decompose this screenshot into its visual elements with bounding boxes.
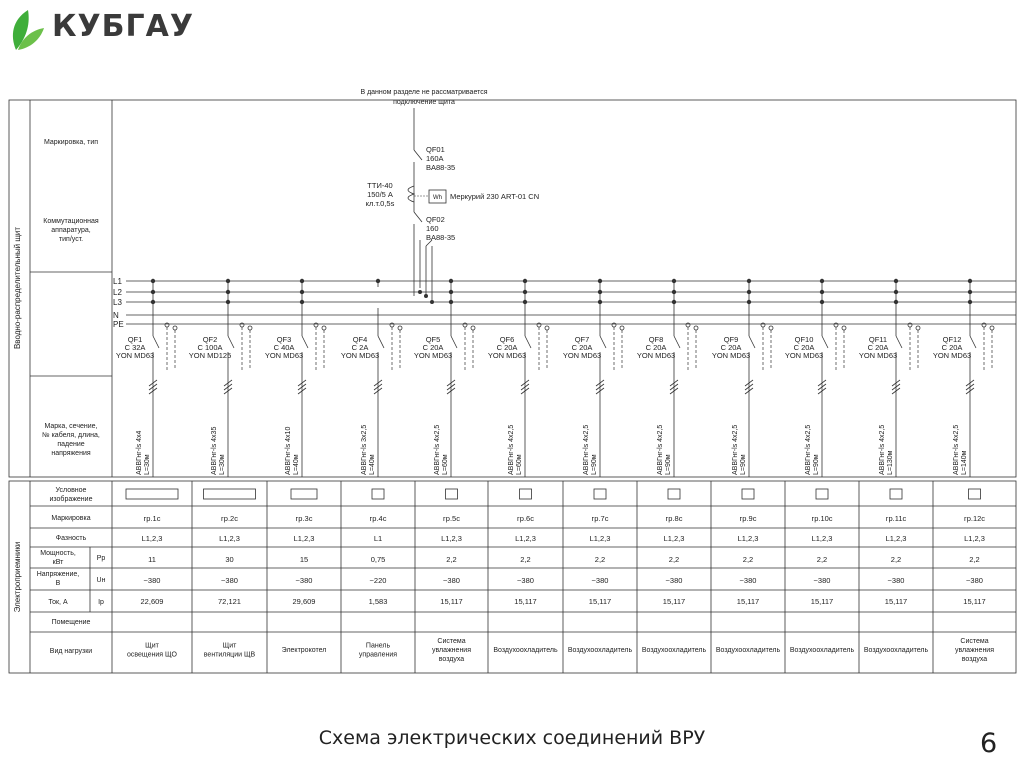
- group-4-mark: гр.4с: [369, 514, 387, 523]
- group-3-symbol: [291, 489, 317, 499]
- row-label-room: Помещение: [51, 619, 91, 626]
- group-4-breaker-contact: [378, 336, 384, 348]
- group-2-mark: гр.2с: [221, 514, 238, 523]
- group-10-power: 2,2: [816, 555, 828, 564]
- group-3-mark: гр.3с: [295, 514, 313, 523]
- row-label-cable: падение: [57, 441, 85, 448]
- group-10-symbol: [816, 489, 828, 499]
- group-9-power: 2,2: [742, 555, 754, 564]
- bus-label-pe: PE: [113, 320, 124, 329]
- group-7-voltage: ~380: [591, 576, 609, 585]
- row-label-current-symbol: Ip: [98, 599, 104, 606]
- group-10-cable-label: АВВГнг-ls 4х2,5: [805, 424, 812, 475]
- group-11-mark: гр.11с: [885, 514, 907, 523]
- group-2-cable-label: АВВГнг-ls 4х35: [211, 426, 218, 475]
- current-transformer-label: кл.т.0,5s: [365, 199, 395, 208]
- group-4-current: 1,583: [368, 597, 388, 606]
- row-label-marking-type: Маркировка, тип: [43, 139, 99, 146]
- group-11-breaker-contact: [896, 336, 902, 348]
- group-2-phase: L1,2,3: [219, 534, 240, 543]
- group-5-phase: L1,2,3: [441, 534, 462, 543]
- group-6-breaker-label: C 20A: [496, 343, 518, 352]
- group-12-cable-length: L=140м: [961, 450, 968, 475]
- group-6-current: 15,117: [514, 597, 537, 606]
- group-12-voltage: ~380: [966, 576, 983, 585]
- junction-dot: [418, 290, 422, 294]
- group-11-breaker-label: QF11: [868, 335, 888, 344]
- junction-dot: [424, 294, 428, 298]
- group-6-breaker-label: YON MD63: [487, 351, 527, 360]
- group-8-voltage: ~380: [665, 576, 683, 585]
- group-11-phase: L1,2,3: [885, 534, 907, 543]
- current-transformer-icon: [408, 186, 414, 202]
- group-9-breaker-label: YON MD63: [711, 351, 751, 360]
- group-7-power: 2,2: [594, 555, 606, 564]
- group-10-phase: L1,2,3: [811, 534, 833, 543]
- group-4-breaker-label: YON MD63: [340, 351, 380, 360]
- group-4-pe-dot: [398, 326, 402, 330]
- breaker-qf02-label: QF02: [426, 215, 445, 224]
- group-7-load-type: Воздухоохладитель: [567, 647, 633, 654]
- group-3-cable-label: АВВГнг-ls 4х10: [285, 426, 292, 475]
- logo-text: КУБГАУ: [52, 9, 194, 44]
- group-7-phase: L1,2,3: [589, 534, 611, 543]
- group-2-symbol: [204, 489, 256, 499]
- group-7-breaker-contact: [600, 336, 606, 348]
- group-6-load-type: Воздухоохладитель: [493, 647, 558, 654]
- row-label-current: Ток, А: [48, 599, 68, 606]
- group-11-pe-dot: [916, 326, 920, 330]
- group-3-load-type: Электрокотел: [281, 647, 327, 654]
- group-4-load-type: управления: [358, 651, 398, 659]
- group-2-load-type: Щит: [222, 642, 237, 650]
- group-5-breaker-label: C 20A: [422, 343, 444, 352]
- slide-caption: Схема электрических соединений ВРУ: [318, 727, 706, 749]
- group-8-pe-dot: [694, 326, 698, 330]
- group-7-pe-dot: [620, 326, 624, 330]
- group-6-phase: L1,2,3: [515, 534, 536, 543]
- group-2-current: 72,121: [218, 597, 241, 606]
- group-5-cable-length: L=60м: [442, 454, 449, 475]
- group-1-cable-length: L=30м: [144, 454, 151, 475]
- group-2-power: 30: [225, 555, 234, 564]
- group-4-breaker-label: QF4: [352, 335, 368, 344]
- row-label-cable: Марка, сечение,: [44, 423, 98, 430]
- group-10-breaker-label: QF10: [794, 335, 814, 344]
- group-5-breaker-label: QF5: [425, 335, 441, 344]
- group-2-breaker-label: YON MD125: [188, 351, 232, 360]
- group-12-mark: гр.12с: [963, 514, 986, 523]
- group-7-cable-label: АВВГнг-ls 4х2,5: [583, 424, 590, 475]
- group-4-cable-length: L=40м: [369, 454, 376, 475]
- receivers-section-label: Электроприемники: [13, 541, 22, 613]
- group-3-breaker-label: C 40A: [273, 343, 295, 352]
- row-label-power-symbol: Pp: [96, 555, 106, 562]
- breaker-qf01-contact: [414, 150, 422, 160]
- row-label-marking: Маркировка: [51, 515, 91, 522]
- group-9-pe-dot: [769, 326, 773, 330]
- group-12-power: 2,2: [969, 555, 980, 564]
- group-11-power: 2,2: [890, 555, 902, 564]
- row-label-symbol: изображение: [49, 496, 93, 503]
- row-label-power: кВт: [52, 559, 64, 566]
- group-7-cable-length: L=90м: [591, 454, 598, 475]
- group-12-breaker-label: C 20A: [941, 343, 963, 352]
- group-12-breaker-label: QF12: [942, 335, 962, 344]
- group-5-current: 15,117: [440, 597, 463, 606]
- group-1-symbol: [126, 489, 178, 499]
- group-6-pe-dot: [545, 326, 549, 330]
- group-10-breaker-contact: [822, 336, 828, 348]
- group-3-pe-dot: [322, 326, 326, 330]
- bus-label-l1: L1: [113, 277, 122, 286]
- breaker-qf01-label: QF01: [426, 145, 445, 154]
- panel-frame: [9, 100, 1016, 477]
- group-10-current: 15,117: [810, 597, 834, 606]
- group-1-voltage: ~380: [143, 576, 161, 585]
- breaker-qf01-label: 160A: [426, 154, 444, 163]
- group-5-symbol: [446, 489, 458, 499]
- group-10-load-type: Воздухоохладитель: [789, 647, 855, 654]
- breaker-qf02-label: 160: [426, 224, 439, 233]
- group-3-voltage: ~380: [295, 576, 313, 585]
- group-11-cable-length: L=130м: [887, 450, 894, 475]
- group-5-power: 2,2: [446, 555, 457, 564]
- row-label-cable: напряжения: [51, 450, 91, 457]
- group-5-breaker-label: YON MD63: [413, 351, 453, 360]
- group-1-breaker-label: YON MD63: [115, 351, 155, 360]
- group-7-symbol: [594, 489, 606, 499]
- group-10-cable-length: L=90м: [813, 454, 820, 475]
- group-7-breaker-label: YON MD63: [562, 351, 602, 360]
- current-transformer-label: 150/5 А: [367, 190, 393, 199]
- group-11-voltage: ~380: [887, 576, 905, 585]
- group-9-symbol: [742, 489, 754, 499]
- row-label-cable: № кабеля, длина,: [42, 432, 100, 439]
- group-4-voltage: ~220: [369, 576, 387, 585]
- top-note: подключение щита: [393, 99, 455, 106]
- group-8-power: 2,2: [668, 555, 680, 564]
- group-4-power: 0,75: [370, 555, 386, 564]
- group-8-cable-length: L=90м: [665, 454, 672, 475]
- group-8-load-type: Воздухоохладитель: [641, 647, 707, 654]
- group-9-cable-length: L=90м: [740, 454, 747, 475]
- group-12-breaker-label: YON MD63: [932, 351, 972, 360]
- group-3-cable-length: L=40м: [293, 454, 300, 475]
- group-3-breaker-contact: [302, 336, 308, 348]
- group-12-phase: L1,2,3: [964, 534, 985, 543]
- row-label-symbol: Условное: [55, 487, 87, 494]
- current-transformer-label: ТТИ-40: [367, 181, 393, 190]
- row-label-power: Мощность,: [40, 550, 76, 557]
- group-6-breaker-label: QF6: [499, 335, 515, 344]
- group-6-breaker-contact: [525, 336, 531, 348]
- group-7-breaker-label: QF7: [574, 335, 590, 344]
- group-1-load-type: Щит: [145, 642, 159, 650]
- group-12-load-type: воздуха: [961, 656, 988, 663]
- row-label-load-type: Вид нагрузки: [49, 648, 93, 655]
- meter-label: Меркурий 230 ART-01 CN: [450, 192, 540, 201]
- group-3-power: 15: [299, 555, 309, 564]
- group-6-mark: гр.6с: [517, 514, 534, 523]
- group-8-phase: L1,2,3: [663, 534, 685, 543]
- group-8-breaker-label: YON MD63: [636, 351, 676, 360]
- group-1-phase: L1,2,3: [141, 534, 163, 543]
- group-2-breaker-contact: [228, 336, 234, 348]
- group-11-cable-label: АВВГнг-ls 4х2,5: [879, 424, 886, 475]
- group-4-breaker-label: C 2A: [351, 343, 369, 352]
- group-6-voltage: ~380: [517, 576, 534, 585]
- group-10-mark: гр.10с: [811, 514, 833, 523]
- row-label-voltage: Напряжение,: [36, 571, 80, 578]
- group-9-breaker-label: QF9: [723, 335, 739, 344]
- group-8-breaker-label: C 20A: [645, 343, 667, 352]
- group-9-cable-label: АВВГнг-ls 4х2,5: [732, 424, 739, 475]
- group-1-current: 22,609: [140, 597, 164, 606]
- group-10-breaker-label: YON MD63: [784, 351, 824, 360]
- row-label-switching: Коммутационная: [43, 218, 99, 225]
- group-5-load-type: Система: [437, 638, 466, 645]
- row-label-phases: Фазность: [55, 535, 87, 542]
- row-label-switching: аппаратура,: [51, 227, 91, 234]
- group-4-symbol: [372, 489, 384, 499]
- group-12-pe-dot: [990, 326, 994, 330]
- breaker-qf02-contact: [414, 212, 422, 222]
- group-9-breaker-label: C 20A: [720, 343, 742, 352]
- row-label-switching: тип/уст.: [58, 236, 84, 243]
- junction-dot: [430, 300, 434, 304]
- group-9-breaker-contact: [749, 336, 755, 348]
- group-12-cable-label: АВВГнг-ls 4х2,5: [953, 424, 960, 475]
- group-8-breaker-contact: [674, 336, 680, 348]
- group-5-load-type: увлажнения: [431, 647, 472, 654]
- group-3-breaker-label: QF3: [276, 335, 292, 344]
- group-8-current: 15,117: [662, 597, 686, 606]
- group-4-phase: L1: [373, 534, 383, 543]
- group-2-breaker-label: C 100A: [197, 343, 223, 352]
- group-9-current: 15,117: [736, 597, 760, 606]
- group-1-power: 11: [148, 555, 156, 564]
- page-number: 6: [980, 728, 998, 759]
- group-12-load-type: увлажнения: [954, 647, 995, 654]
- bus-label-l2: L2: [113, 288, 122, 297]
- group-1-breaker-label: QF1: [127, 335, 143, 344]
- row-label-voltage: В: [55, 580, 61, 587]
- group-2-pe-dot: [248, 326, 252, 330]
- group-6-cable-label: АВВГнг-ls 4х2,5: [508, 424, 515, 475]
- group-5-cable-label: АВВГнг-ls 4х2,5: [434, 424, 441, 475]
- group-4-load-type: Панель: [365, 642, 391, 650]
- group-2-voltage: ~380: [221, 576, 238, 585]
- row-label-voltage-symbol: Uн: [96, 577, 106, 584]
- group-11-current: 15,117: [884, 597, 908, 606]
- group-3-phase: L1,2,3: [293, 534, 315, 543]
- group-3-breaker-label: YON MD63: [264, 351, 304, 360]
- group-11-symbol: [890, 489, 902, 499]
- group-3-current: 29,609: [292, 597, 316, 606]
- group-10-voltage: ~380: [813, 576, 831, 585]
- group-5-pe-dot: [471, 326, 475, 330]
- group-4-cable-label: АВВГнг-ls 3х2,5: [361, 424, 368, 475]
- group-12-breaker-contact: [970, 336, 976, 348]
- group-1-load-type: освещения ЩО: [126, 651, 178, 659]
- group-12-symbol: [969, 489, 981, 499]
- group-6-cable-length: L=60м: [516, 454, 523, 475]
- meter-icon-label: Wh: [433, 195, 442, 201]
- group-9-phase: L1,2,3: [737, 534, 759, 543]
- group-12-load-type: Система: [960, 638, 989, 645]
- group-2-load-type: вентиляции ЩВ: [203, 651, 256, 659]
- group-5-breaker-contact: [451, 336, 457, 348]
- group-2-cable-length: L=30м: [219, 454, 226, 475]
- group-7-breaker-label: C 20A: [571, 343, 593, 352]
- group-7-mark: гр.7с: [591, 514, 609, 523]
- group-1-mark: гр.1с: [143, 514, 161, 523]
- group-7-current: 15,117: [588, 597, 612, 606]
- group-1-breaker-contact: [153, 336, 159, 348]
- panel-section-label: Вводно-распределительный щит: [13, 226, 22, 350]
- group-5-voltage: ~380: [443, 576, 460, 585]
- group-8-breaker-label: QF8: [648, 335, 664, 344]
- breaker-qf02-label: BA88-35: [426, 233, 456, 242]
- group-8-cable-label: АВВГнг-ls 4х2,5: [657, 424, 664, 475]
- group-9-load-type: Воздухоохладитель: [715, 647, 781, 654]
- group-11-breaker-label: C 20A: [867, 343, 889, 352]
- group-9-mark: гр.9с: [739, 514, 757, 523]
- group-1-pe-dot: [173, 326, 177, 330]
- group-5-load-type: воздуха: [438, 656, 465, 663]
- group-10-breaker-label: C 20A: [793, 343, 815, 352]
- group-6-power: 2,2: [520, 555, 531, 564]
- group-6-symbol: [520, 489, 532, 499]
- group-1-breaker-label: C 32A: [124, 343, 146, 352]
- group-11-breaker-label: YON MD63: [858, 351, 898, 360]
- group-10-pe-dot: [842, 326, 846, 330]
- breaker-qf01-label: BA88-35: [426, 163, 456, 172]
- group-11-load-type: Воздухоохладитель: [863, 647, 929, 654]
- group-5-mark: гр.5с: [443, 514, 460, 523]
- bus-label-n: N: [113, 311, 119, 320]
- group-12-current: 15,117: [963, 597, 986, 606]
- group-2-breaker-label: QF2: [202, 335, 218, 344]
- group-8-symbol: [668, 489, 680, 499]
- top-note: В данном разделе не рассматривается: [360, 89, 488, 96]
- group-1-cable-label: АВВГнг-ls 4х4: [136, 430, 143, 475]
- group-8-mark: гр.8с: [665, 514, 683, 523]
- group-9-voltage: ~380: [739, 576, 757, 585]
- bus-label-l3: L3: [113, 298, 122, 307]
